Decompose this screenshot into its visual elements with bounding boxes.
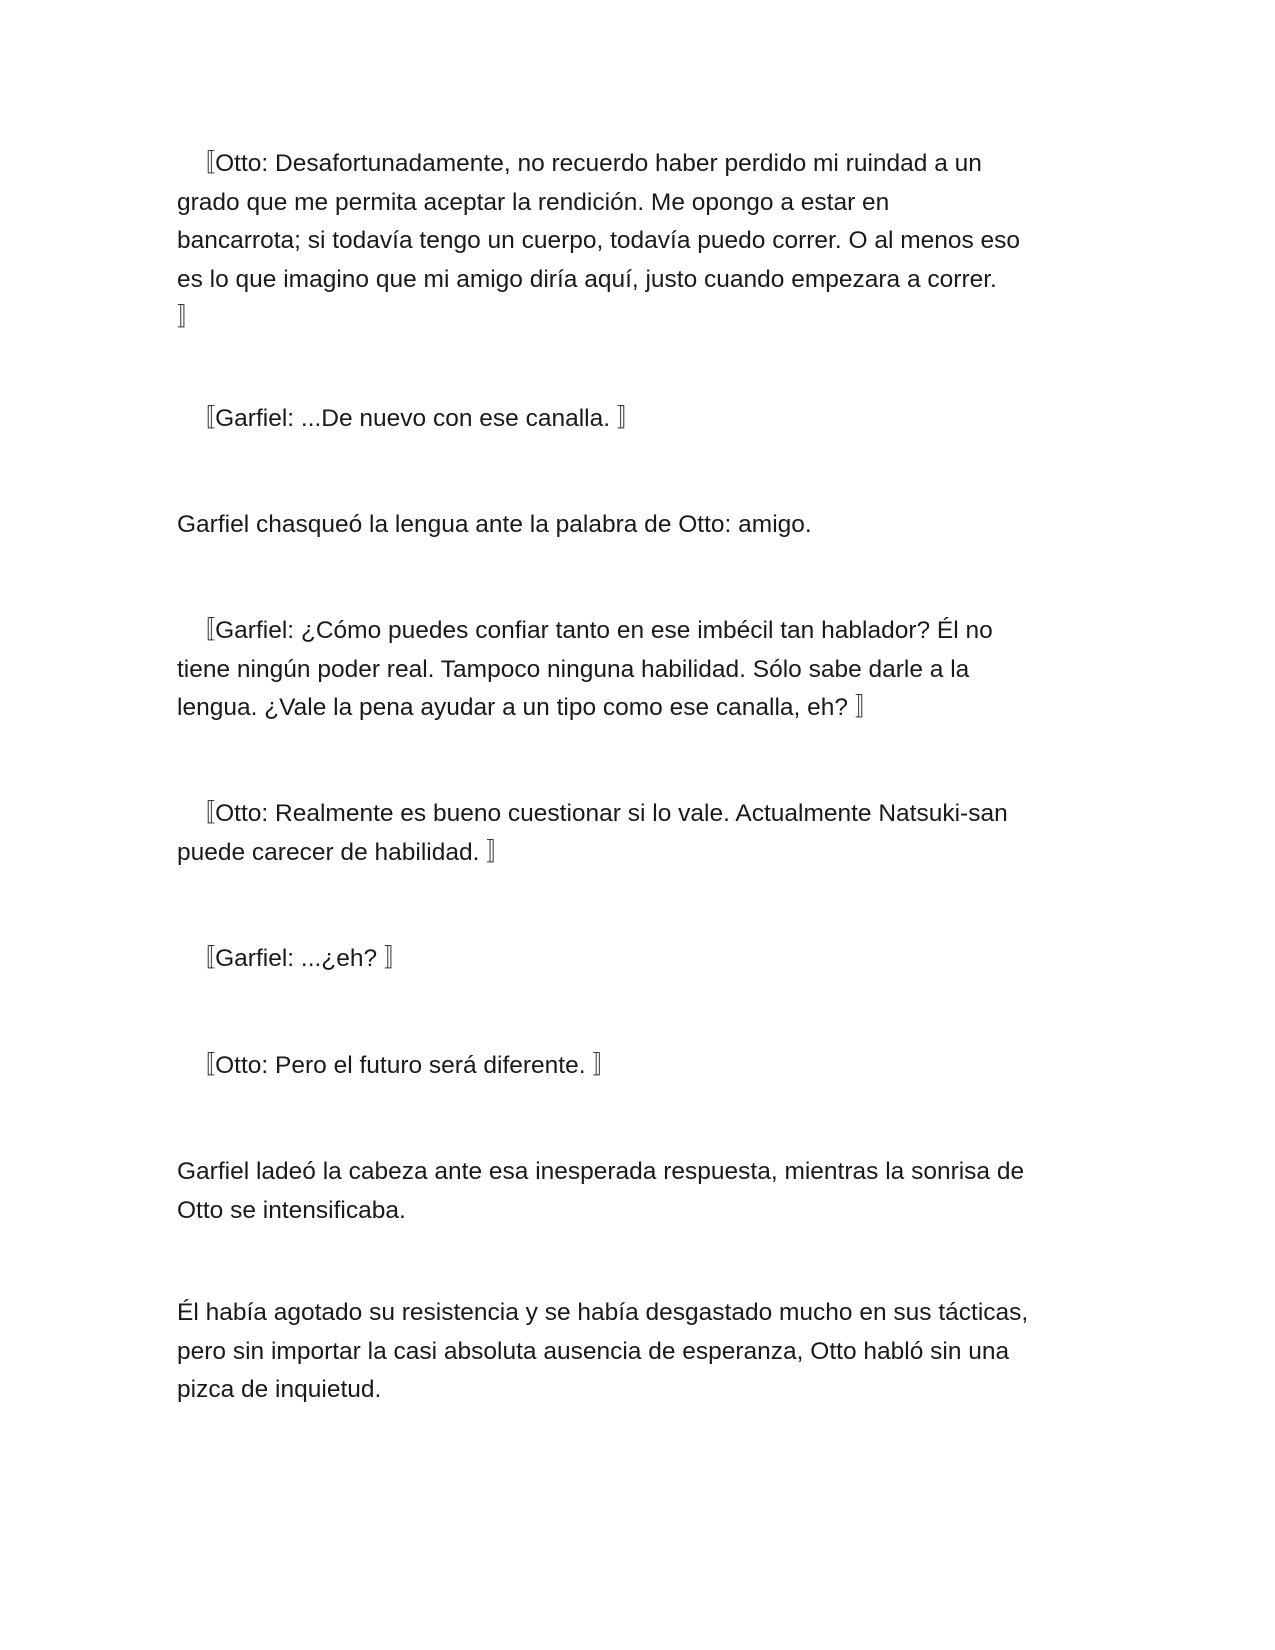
- paragraph-otto-futuro: 〚Otto: Pero el futuro será diferente. 〛: [177, 1052, 617, 1079]
- paragraph-garfiel-confiar: 〚Garfiel: ¿Cómo puedes confiar tanto en ese imbécil tan hablador? Él no tiene ningún poder real. Tampoco ninguna habilidad. Sólo sabe darle a la lengua. ¿Vale la pena ayudar a un tipo como ese canalla, eh? 〛: [177, 617, 993, 721]
- paragraph-garfiel-ladeo: Garfiel ladeó la cabeza ante esa inesperada respuesta, mientras la sonrisa de Otto se intensificaba.: [177, 1158, 1025, 1224]
- paragraph-garfiel-canalla: 〚Garfiel: ...De nuevo con ese canalla. 〛: [177, 405, 642, 432]
- paragraph-garfiel-chasqueo: Garfiel chasqueó la lengua ante la palabra de Otto: amigo.: [177, 511, 812, 538]
- paragraph-el-habia-agotado: Él había agotado su resistencia y se había desgastado mucho en sus tácticas, pero sin importar la casi absoluta ausencia de esperanza, Otto habló sin una pizca de inquietud.: [177, 1299, 1029, 1403]
- paragraph-garfiel-eh: 〚Garfiel: ...¿eh? 〛: [177, 945, 409, 972]
- paragraph-otto-realmente: 〚Otto: Realmente es bueno cuestionar si lo vale. Actualmente Natsuki-san puede carecer de habilidad. 〛: [177, 800, 1008, 866]
- paragraph-otto-ruindad: 〚Otto: Desafortunadamente, no recuerdo haber perdido mi ruindad a un grado que me permita aceptar la rendición. Me opongo a estar en bancarrota; si todavía tengo un cuerpo, todavía puedo correr. O al menos eso es lo que imagino que mi amigo diría aquí, justo cuando empezara a correr. 〛: [177, 150, 1021, 331]
